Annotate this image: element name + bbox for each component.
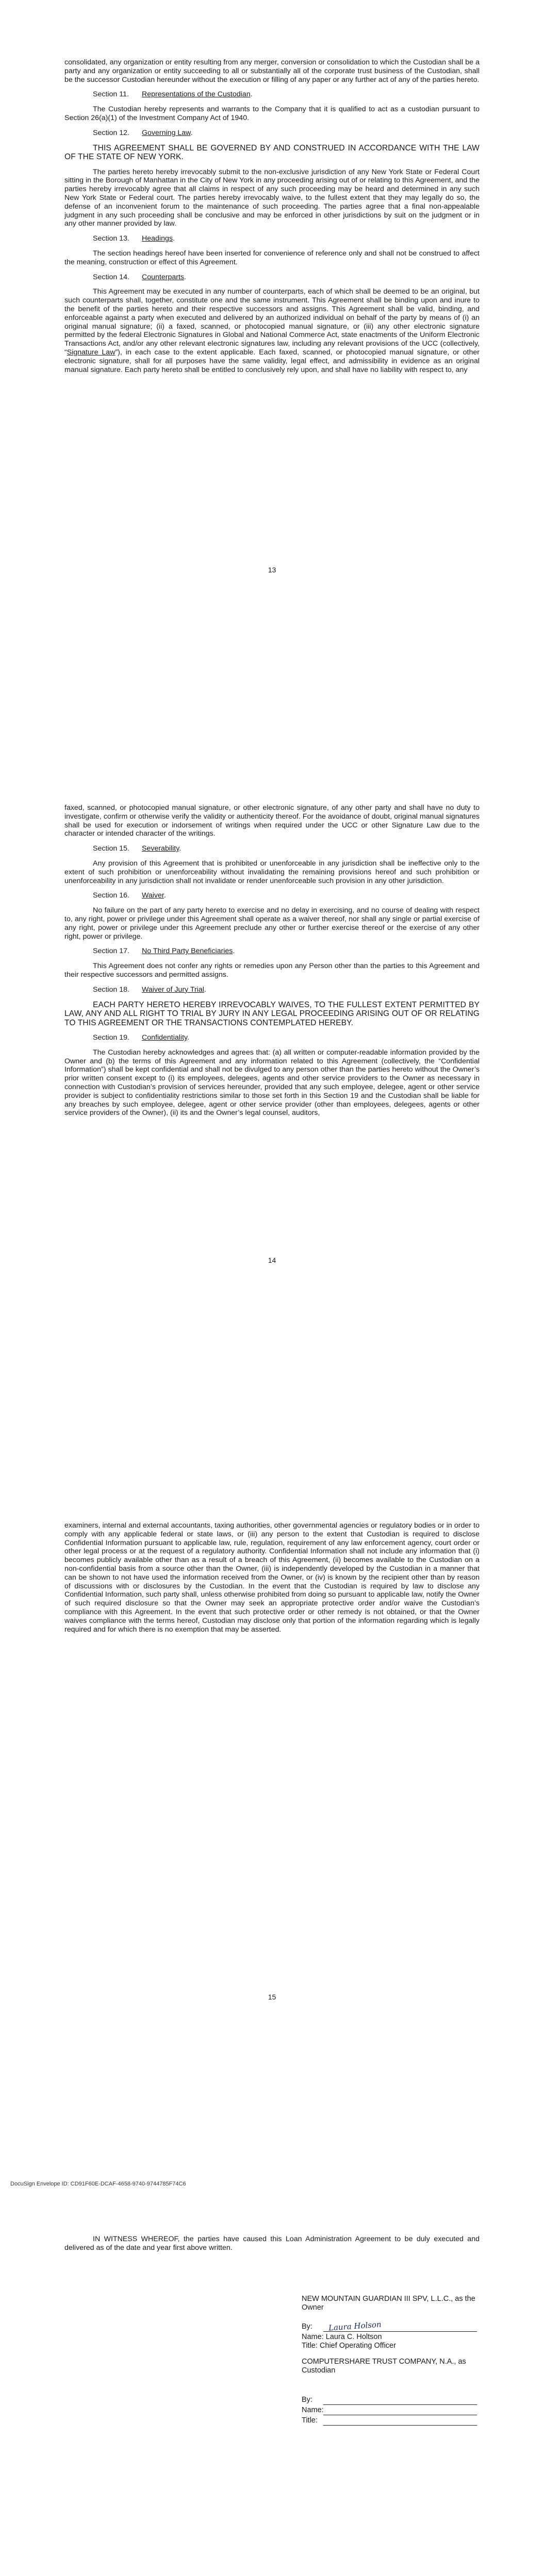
section-title: Governing Law [142,128,191,137]
paragraph [64,287,480,374]
custodian-title-line [302,2416,487,2427]
section-title: Representations of the Custodian [142,90,251,99]
paragraph: The Custodian hereby acknowledges and agrees that: (a) all written or computer-readable information provided by the Owner and (b) the terms of this Agreement and any information related to this Agreement (collectively, the “Confidential Information”) shall be kept confidential and shall not be divulged to any person other than the parties hereto without the Owner’s prior written consent except to (i) its employees, delegees, agents and other service providers to the Owner as necessary in connection with Custodian’s provision of services hereunder, provided that any such employee, delegee, agent or other service provider is subject to confidentiality restrictions similar to those set forth in this Section 19 and the Custodian shall be liable for any breaches by such employee, delegee, agent or other service provider (other than employees, delegees, agents or other service providers of the Owner), (ii) its and the Owner’s legal counsel, auditors, [64,1048,480,1117]
page-15-body [64,1521,480,1640]
section-title: Counterparts [142,273,185,281]
section-11-heading: Section 11. Representations of the Custodian. [93,90,253,99]
page-number: 15 [268,1993,276,2001]
section-12-heading: Section 12. Governing Law. [93,128,193,137]
owner-name: Name: Laura C. Holtson [302,2333,382,2341]
paragraph: examiners, internal and external accountants, taxing authorities, other governmental agencies or regulatory bodies or in order to comply with any applicable federal or state laws, or (iii) any person to the extent that Custodian is required to disclose Confidential Information pursuant to applicable law, rule, regulation, requirement of any law enforcement agency, court order or other legal process or at the request of a regulatory authority. Confidential Information shall not include any information that (i) becomes publicly available other than as a result of a breach of this Agreement, (ii) becomes available to the Custodian on a non-confidential basis from a source other than the Owner, (iii) is independently developed by the Custodian in a manner that can be shown to not have used the information received from the Owner, or (iv) is known by the recipient other than by reason of discussions with or disclosures by the Custodian. In the event that the Custodian is required by law to disclose any Confidential Information, such party shall, unless otherwise prohibited from doing so pursuant to applicable law, notify the Owner of such required disclosure so that the Owner may seek an appropriate protective order and/or waive the Custodian’s compliance with this Agreement. In the event that such protective order or other remedy is not obtained, or that the Owner waives compliance with the terms hereof, Custodian may disclose only that portion of the information regarding which is legally required and for which there is no exemption that may be asserted. [64,1521,480,1634]
section-17-heading: Section 17. No Third Party Beneficiaries. [93,947,235,956]
section-title: No Third Party Beneficiaries [142,947,233,956]
owner-handwritten-signature: Laura Holson [328,2319,382,2333]
section-number: Section 11. [93,90,129,99]
section-14-heading: Section 14. Counterparts. [93,273,186,281]
paragraph: consolidated, any organization or entity resulting from any merger, conversion or consolidation to which the Custodian shall be a party and any organization or entity succeeding to all or substantially all of the corporate trust business of the Custodian, shall be the successor Custodian hereunder without the execution or filling of any paper or any further act of any of the parties hereto. [64,58,480,84]
governing-law-caps: THIS AGREEMENT SHALL BE GOVERNED BY AND CONSTRUED IN ACCORDANCE WITH THE LAW OF THE STATE OF NEW YORK. [64,143,480,162]
docusign-envelope-id: DocuSign Envelope ID: CD91F60E-DCAF-4658-9740-9744785F74C6 [10,2181,186,2187]
by-label: By: [302,2323,312,2331]
section-number: Section 17. [93,947,129,956]
paragraph: The section headings hereof have been inserted for convenience of reference only and shall not be construed to affect the meaning, construction or effect of this Agreement. [64,249,480,266]
section-title: Waiver [142,891,164,900]
section-number: Section 15. [93,844,129,853]
witness-text: the parties have caused this Loan Administration Agreement to be duly executed and delivered as of the date and year first above written. [64,2235,480,2252]
jury-waiver-caps: EACH PARTY HERETO HEREBY IRREVOCABLY WAIVES, TO THE FULLEST EXTENT PERMITTED BY LAW, ANY AND ALL RIGHT TO TRIAL BY JURY IN ANY LEGAL PROCEEDING ARISING OUT OF OR RELATING TO THIS AGREEMENT OR THE TRANSACTIONS CONTEMPLATED HEREBY. [64,1000,480,1027]
paragraph: faxed, scanned, or photocopied manual signature, or other electronic signature, of any other party and shall have no duty to investigate, confirm or otherwise verify the validity or authenticity thereof. For the avoidance of doubt, original manual signatures shall be used for execution or indorsement of writings when required under the UCC or other Signature Law due to the character or intended character of the writings. [64,804,480,838]
title-underline [323,2425,477,2426]
owner-signature-block [302,2295,487,2427]
title-label: Title: [302,2416,318,2425]
section-13-heading: Section 13. Headings. [93,234,175,243]
paragraph: This Agreement does not confer any rights or remedies upon any Person other than the parties to this Agreement and their respective successors and permitted assigns. [64,962,480,979]
witness-lead: IN WITNESS WHEREOF, [93,2235,180,2243]
paragraph: The parties hereto hereby irrevocably submit to the non-exclusive jurisdiction of any New York State or Federal Court sitting in the Borough of Manhattan in the City of New York in any proceeding arising out of or relating to this Agreement, and the parties hereby irrevocably agree that all claims in respect of any such proceeding may be heard and determined in any such New York State or Federal court. The parties hereby irrevocably waive, to the fullest extent that they may legally do so, the defense of an inconvenient forum to the maintenance of such proceeding. The parties agree that a final non-appealable judgment in any such proceeding shall be conclusive and may be enforced in other jurisdictions by suit on the judgment or in any other manner provided by law. [64,167,480,228]
signature-underline [323,2404,477,2405]
text-run: ”), in each case to the extent applicable. Each faxed, scanned, or photocopied manual signature, or other electronic signature, shall for all purposes have the same validity, legal effect, and admissibility in evidence as an original manual signature. Each party hereto shall be entitled to conclusively rely upon, and shall have no liability with respect to, any [64,348,480,374]
section-title: Waiver of Jury Trial [142,985,204,994]
page-13-body [64,58,480,380]
section-15-heading: Section 15. Severability. [93,844,182,853]
section-18-heading: Section 18. Waiver of Jury Trial. [93,985,206,994]
section-number: Section 13. [93,234,129,243]
page-number: 13 [268,566,276,574]
section-title: Headings [142,234,173,243]
owner-entity: NEW MOUNTAIN GUARDIAN III SPV, L.L.C., as the Owner [302,2295,475,2312]
witness-paragraph [64,2235,480,2252]
paragraph: Any provision of this Agreement that is prohibited or unenforceable in any jurisdiction shall be ineffective only to the extent of such prohibition or unenforceability without invalidating the remaining provisions hereof and such prohibition or unenforceability in any jurisdiction shall not invalidate or render unenforceable such provision in any other jurisdiction. [64,859,480,885]
defined-term: Signature Law [67,348,116,357]
page-number: 14 [268,1256,276,1264]
owner-title: Title: Chief Operating Officer [302,2342,396,2350]
page-14-body [64,804,480,1124]
owner-signature-line [302,2319,487,2333]
custodian-entity: COMPUTERSHARE TRUST COMPANY, N.A., as Custodian [302,2358,466,2375]
section-number: Section 19. [93,1033,129,1042]
paragraph: The Custodian hereby represents and warrants to the Company that it is qualified to act as a custodian pursuant to Section 26(a)(1) of the Investment Company Act of 1940. [64,105,480,122]
name-label: Name: [302,2406,324,2414]
section-19-heading: Section 19. Confidentiality. [93,1033,190,1042]
paragraph: No failure on the part of any party hereto to exercise and no delay in exercising, and no course of dealing with respect to, any right, power or privilege under this Agreement shall operate as a waiver thereof, nor shall any single or partial exercise of any right, power or privilege under this Agreement preclude any other or further exercise thereof or the exercise of any other right, power or privilege. [64,906,480,941]
section-title: Confidentiality [142,1033,188,1042]
section-number: Section 16. [93,891,129,900]
custodian-by-line [302,2396,487,2406]
section-16-heading: Section 16. Waiver. [93,891,166,900]
section-number: Section 18. [93,985,129,994]
by-label: By: [302,2396,312,2404]
custodian-name-line [302,2406,487,2416]
section-number: Section 12. [93,128,129,137]
text-run: This Agreement may be executed in any number of counterparts, each of which shall be deemed to be an original, but such counterparts shall, together, constitute one and the same instrument. This Agreement shall be binding upon and inure to the benefit of the parties hereto and their respective successors and assigns. This Agreement shall be valid, binding, and enforceable against a party when executed and delivered by an authorized individual on behalf of the party by means of (i) an original manual signature; (ii) a faxed, scanned, or photocopied manual signature, or (iii) any other electronic signature permitted by the federal Electronic Signatures in Global and National Commerce Act, state enactments of the Uniform Electronic Transactions Act, and/or any other relevant electronic signatures law, including any relevant provisions of the UCC (collectively, “ [64,287,480,357]
section-title: Severability [142,844,179,853]
page-16-body [64,2235,480,2259]
section-number: Section 14. [93,273,129,281]
